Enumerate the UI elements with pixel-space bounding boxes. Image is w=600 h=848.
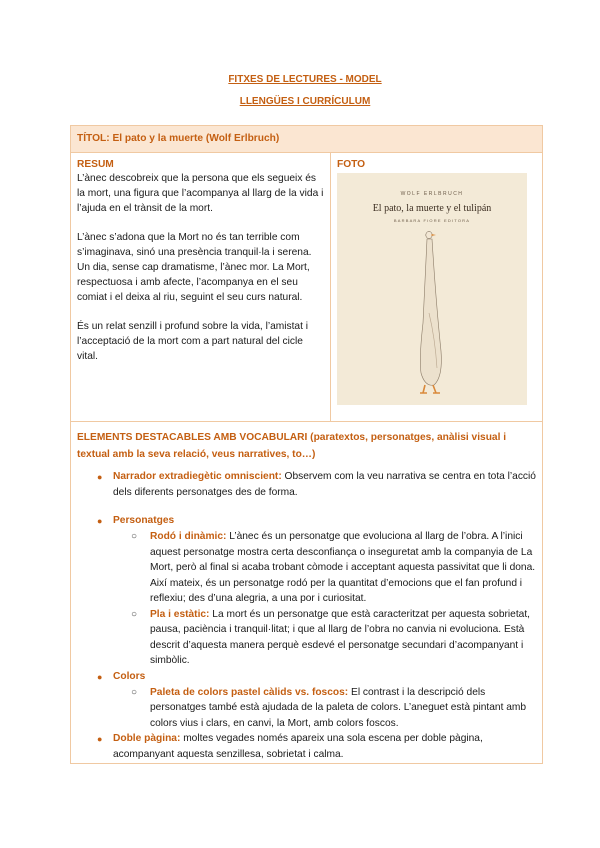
foto-label: FOTO xyxy=(337,159,366,170)
rodo-term: Rodó i dinàmic: xyxy=(150,531,227,542)
resum-label: RESUM xyxy=(77,159,114,170)
doble-text: moltes vegades només apareix una sola escena per doble pàgina, acompanyant aquesta senzillesa, sobrietat i calma. xyxy=(113,733,483,760)
sublist-item-pla xyxy=(113,607,536,669)
bullet-icon: ● xyxy=(97,734,103,744)
pla-text: La mort és un personatge que està caracteritzat per aquesta sobrietat, pausa, paciència i tranquil·litat; i que al llarg de l’obra no canvia ni evoluciona. Està descrit d’aquesta manera perquè esdevé el personatge secundari d’acompanyant i simbòlic. xyxy=(150,608,530,666)
bullet-icon: ● xyxy=(97,472,103,482)
bullet-icon: ● xyxy=(97,516,103,526)
resum-paragraph-3: És un relat senzill i profund sobre la vida, l’amistat i l’acceptació de la mort com a part natural del cicle vital. xyxy=(77,321,309,362)
cover-subtitle: BARBARA FIORE EDITORA xyxy=(393,218,471,223)
paleta-text: El contrast i la descripció dels personatges també està ajudada de la paleta de colors. L’aneguet està pintant amb colors vius i clars, en canvi, la Mort, amb colors foscos. xyxy=(150,686,527,729)
book-cover-image xyxy=(337,173,527,405)
resum-paragraph-2: L’ànec s’adona que la Mort no és tan terrible com s’imaginava, sinó una presència tranquil·la i serena. Un dia, sense cap dramatisme, l’ànec mor. La Mort, respectuosa i amb afecte, l’acompanya en el seu comiat i el deixa al riu, seguint el seu curs natural. xyxy=(77,232,312,303)
book-cover-illustration xyxy=(337,173,527,405)
list-item-doble-pagina xyxy=(77,731,536,763)
narrador-text: Observem com la veu narrativa se centra en tota l’acció dels diferents personatges des de forma. xyxy=(113,471,536,498)
paleta-term: Paleta de colors pastel càlids vs. foscos: xyxy=(150,686,349,698)
elements-heading: ELEMENTS DESTACABLES AMB VOCABULARI (paratextos, personatges, anàlisi visual i textual amb la seva relació, veus narratives, to…) xyxy=(77,432,507,460)
cover-author: WOLF ERLBRUCH xyxy=(400,191,464,197)
list-item-personatges xyxy=(77,513,536,669)
reading-card-table xyxy=(70,125,543,764)
sub-bullet-icon: ○ xyxy=(131,531,138,542)
doc-header-subtitle: LLENGÜES I CURRÍCULUM xyxy=(239,96,371,107)
rodo-text: L’ànec és un personatge que evoluciona al llarg de l’obra. A l’inici aquest personatge mostra certa desconfiança o inseguretat amb la companyia de La Mort, però al final si acaba trobant còmode i acceptant aquesta passivitat que li dona. Així mateix, és un personatge rodó per la quantitat d’emocions que el fan profund i reflexiu; des d’una alegria, a una por i curiositat. xyxy=(150,531,536,604)
doble-term: Doble pàgina: xyxy=(113,733,181,744)
cover-title: El pato, la muerte y el tulipán xyxy=(372,203,492,214)
list-item-narrador xyxy=(77,469,536,501)
elements-list xyxy=(77,469,536,763)
foto-cell xyxy=(331,153,543,422)
sublist-item-rodo xyxy=(113,529,536,607)
sub-bullet-icon: ○ xyxy=(131,686,138,698)
colors-term: Colors xyxy=(113,670,146,682)
elements-cell xyxy=(71,422,543,764)
personatges-term: Personatges xyxy=(113,515,175,526)
doc-header-title: FITXES DE LECTURES - MODEL xyxy=(228,74,382,85)
list-item-colors xyxy=(77,669,536,732)
sub-bullet-icon: ○ xyxy=(131,608,138,620)
personatges-sublist xyxy=(113,529,536,669)
resum-paragraph-1: L’ànec descobreix que la persona que els segueix és la mort, una figura que l’acompanya al llarg de la vida i l’ajuda en el trànsit de la mort. xyxy=(77,173,324,214)
narrador-term: Narrador extradiegètic omniscient: xyxy=(113,471,282,482)
colors-sublist xyxy=(113,685,536,732)
resum-cell xyxy=(71,153,331,422)
sublist-item-paleta xyxy=(113,685,536,732)
title-row xyxy=(71,126,543,153)
pla-term: Pla i estàtic: xyxy=(150,608,210,620)
book-title: TÍTOL: El pato y la muerte (Wolf Erlbruch) xyxy=(77,133,280,144)
bullet-icon: ● xyxy=(97,671,103,682)
